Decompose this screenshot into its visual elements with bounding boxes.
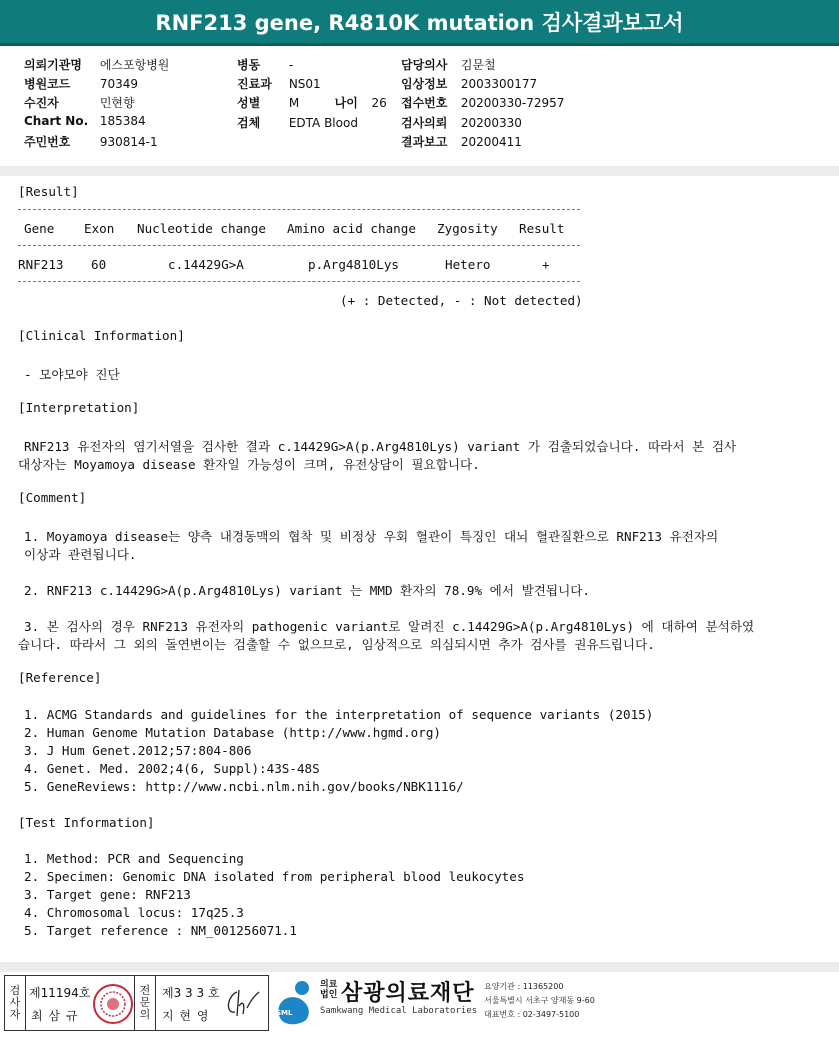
table-cell-nucleotide: c.14429G>A	[168, 257, 244, 272]
sml-logo-icon	[272, 978, 318, 1026]
header-value: 70349	[99, 77, 139, 91]
specialist-license-no: 제3 3 3 호	[162, 986, 220, 1000]
header-value: 20200330	[460, 116, 522, 130]
examiner-label-cell	[5, 976, 26, 1030]
reference-item: 1. ACMG Standards and guidelines for the interpretation of sequence variants (2015)	[24, 707, 654, 722]
report-footer	[0, 972, 839, 1040]
header-value: -	[288, 58, 294, 72]
table-header-exon: Exon	[84, 221, 115, 236]
report-title: RNF213 gene, R4810K mutation 검사결과보고서	[0, 0, 839, 46]
test-info-item: 5. Target reference : NM_001256071.1	[24, 923, 297, 938]
header-row-report-date	[401, 133, 522, 150]
header-value: 2003300177	[460, 77, 538, 91]
header-row-clinical-info	[401, 75, 537, 92]
header-label: 임상정보	[401, 77, 448, 91]
header-row-specimen	[237, 114, 358, 131]
logo-badge-text: SML	[276, 1009, 293, 1017]
header-row-institution	[24, 56, 169, 73]
table-rule	[18, 245, 580, 246]
test-info-item: 2. Specimen: Genomic DNA isolated from peripheral blood leukocytes	[24, 869, 525, 884]
table-header-result: Result	[519, 221, 565, 236]
clinical-text: - 모야모야 진단	[24, 367, 120, 382]
header-value: M	[288, 96, 300, 110]
reference-item: 5. GeneReviews: http://www.ncbi.nlm.nih.gov/books/NBK1116/	[24, 779, 464, 794]
interpretation-line: RNF213 유전자의 염기서열을 검사한 결과 c.14429G>A(p.Arg4810Lys) variant 가 검출되었습니다. 따라서 본 검사	[24, 439, 737, 454]
header-row-request-date	[401, 114, 522, 131]
result-legend: (+ : Detected, - : Not detected)	[340, 293, 583, 308]
header-label: 검사의뢰	[401, 116, 448, 130]
specialist-name: 지 현 영	[162, 1009, 210, 1023]
header-label: 성별	[237, 96, 261, 110]
clinical-heading: [Clinical Information]	[18, 328, 185, 343]
header-label: 접수번호	[401, 96, 448, 110]
comment-item-1: 1. Moyamoya disease는 양측 내경동맥의 협착 및 비정상 우회 혈관이 특징인 대뇌 혈관질환으로 RNF213 유전자의	[24, 529, 719, 544]
reference-item: 4. Genet. Med. 2002;4(6, Suppl):43S-48S	[24, 761, 320, 776]
header-label: 진료과	[237, 77, 272, 91]
test-info-item: 1. Method: PCR and Sequencing	[24, 851, 244, 866]
test-info-item: 3. Target gene: RNF213	[24, 887, 191, 902]
reference-heading: [Reference]	[18, 670, 102, 685]
table-rule	[18, 209, 580, 210]
header-label: 병원코드	[24, 77, 71, 91]
header-label: 주민번호	[24, 135, 71, 149]
header-row-ward	[237, 56, 293, 73]
interpretation-line: 대상자는 Moyamoya disease 환자일 가능성이 크며, 유전상담이 필요합니다.	[18, 457, 480, 472]
header-label: 의뢰기관명	[24, 58, 82, 72]
table-cell-amino-acid: p.Arg4810Lys	[308, 257, 399, 272]
header-row-chart-no	[24, 114, 146, 128]
header-row-resident-no	[24, 133, 158, 150]
header-value: 930814-1	[99, 135, 158, 149]
header-row-receipt-no	[401, 94, 564, 111]
header-label: 결과보고	[401, 135, 448, 149]
header-label-age: 나이	[334, 96, 358, 110]
header-value: 20200411	[460, 135, 522, 149]
reference-item: 3. J Hum Genet.2012;57:804-806	[24, 743, 252, 758]
interpretation-heading: [Interpretation]	[18, 400, 140, 415]
table-rule	[18, 281, 580, 282]
org-prefix	[320, 980, 337, 1000]
header-row-patient	[24, 94, 135, 111]
org-contact-line: 대표번호 : 02-3497-5100	[484, 1010, 580, 1019]
org-contact-line: 요양기관 : 11365200	[484, 982, 564, 991]
header-row-sex	[237, 94, 387, 111]
table-header-gene: Gene	[24, 221, 55, 236]
org-name: 삼광의료재단	[341, 981, 475, 1006]
header-row-doctor	[401, 56, 496, 73]
header-label: 수진자	[24, 96, 59, 110]
header-label: 담당의사	[401, 58, 448, 72]
header-value-age: 26	[371, 96, 387, 110]
header-value: 20200330-72957	[460, 96, 565, 110]
org-prefix-line: 의료	[320, 980, 338, 990]
table-header-zygosity: Zygosity	[437, 221, 498, 236]
comment-item-3-cont: 습니다. 따라서 그 외의 돌연변이는 검출할 수 없으므로, 임상적으로 의심되시면 추가 검사를 권유드립니다.	[18, 637, 655, 652]
signature-icon	[223, 986, 263, 1020]
org-prefix-line: 법인	[320, 990, 338, 1000]
org-english-name: Samkwang Medical Laboratories	[320, 1006, 478, 1016]
header-row-hospital-code	[24, 75, 138, 92]
divider-band	[0, 962, 839, 972]
specialist-label: 전문의	[139, 984, 151, 1021]
header-label: 검체	[237, 116, 261, 130]
examiner-label: 검사자	[9, 984, 21, 1021]
specialist-label-cell	[134, 976, 156, 1030]
header-label: Chart No.	[24, 114, 89, 128]
examiner-name: 최 삼 규	[31, 1009, 79, 1023]
comment-item-1-cont: 이상과 관련됩니다.	[24, 547, 137, 562]
header-value: 185384	[99, 114, 146, 128]
test-info-item: 4. Chromosomal locus: 17q25.3	[24, 905, 244, 920]
header-value: 에스포항병원	[99, 58, 170, 72]
header-value: EDTA Blood	[288, 116, 358, 130]
org-contact-line: 서울특별시 서초구 양재동 9-60	[484, 996, 595, 1005]
table-cell-gene: RNF213	[18, 257, 64, 272]
result-heading: [Result]	[18, 184, 79, 199]
header-value: 김문철	[460, 58, 496, 72]
examiner-license-no: 제11194호	[29, 986, 91, 1000]
table-header-nucleotide: Nucleotide change	[137, 221, 266, 236]
test-info-heading: [Test Information]	[18, 815, 155, 830]
table-header-amino-acid: Amino acid change	[287, 221, 416, 236]
table-cell-exon: 60	[91, 257, 107, 272]
table-cell-result: +	[542, 257, 550, 272]
divider-band	[0, 166, 839, 176]
signature-box	[4, 975, 269, 1031]
table-cell-zygosity: Hetero	[445, 257, 491, 272]
header-row-department	[237, 75, 321, 92]
header-value: NS01	[288, 77, 321, 91]
seal-stamp-icon	[93, 984, 133, 1024]
comment-item-3: 3. 본 검사의 경우 RNF213 유전자의 pathogenic variant로 알려진 c.14429G>A(p.Arg4810Lys) 에 대하여 분석하였	[24, 619, 755, 634]
comment-heading: [Comment]	[18, 490, 87, 505]
patient-header	[0, 48, 839, 167]
org-contact	[484, 980, 595, 1022]
comment-item-2: 2. RNF213 c.14429G>A(p.Arg4810Lys) variant 는 MMD 환자의 78.9% 에서 발견됩니다.	[24, 583, 590, 598]
header-label: 병동	[237, 58, 261, 72]
header-value: 민현향	[99, 96, 135, 110]
reference-item: 2. Human Genome Mutation Database (http://www.hgmd.org)	[24, 725, 442, 740]
